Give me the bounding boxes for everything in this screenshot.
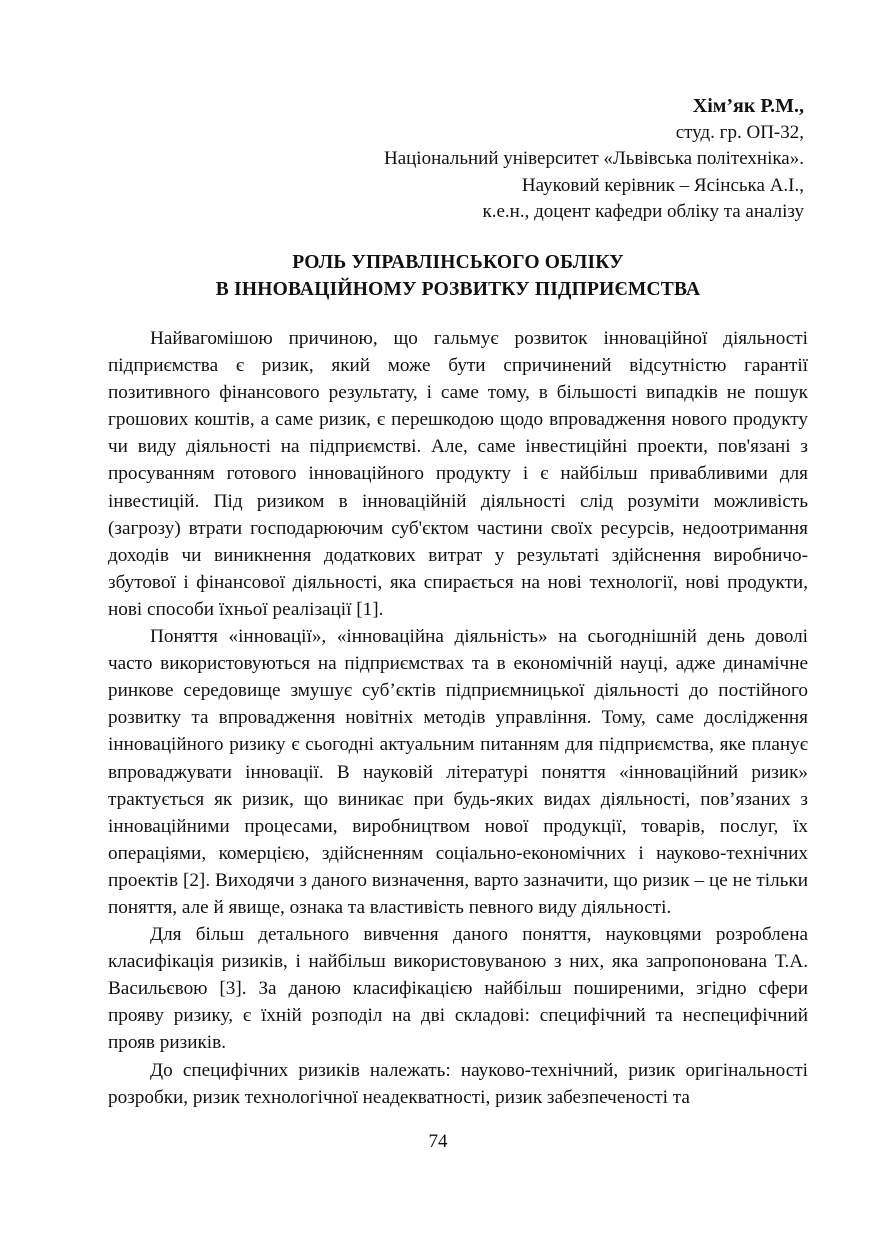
title-line-2: В ІННОВАЦІЙНОМУ РОЗВИТКУ ПІДПРИЄМСТВА: [215, 279, 701, 300]
article-body: [108, 325, 808, 1111]
author-block: [204, 93, 804, 226]
supervisor: Науковий керівник – Ясінська А.І.,: [521, 174, 804, 196]
article-title: [108, 249, 808, 303]
author-name: Хім’як Р.М.,: [692, 95, 804, 117]
page-number: 74: [428, 1131, 448, 1152]
paragraph: До специфічних ризиків належать: науково-технічний, ризик оригінальності розробки, ризик технологічної неадекватності, ризик забезпеченості та: [108, 1059, 808, 1108]
author-university: Національний університет «Львівська політехніка».: [383, 148, 804, 169]
supervisor-title: к.е.н., доцент кафедри обліку та аналізу: [482, 201, 804, 222]
title-line-1: РОЛЬ УПРАВЛІНСЬКОГО ОБЛІКУ: [292, 252, 624, 273]
paragraph: Найвагомішою причиною, що гальмує розвиток інноваційної діяльності підприємства є ризик, який може бути спричинений відсутністю гарантії позитивного фінансового результату, і саме тому, в більшості випадків не пошук грошових коштів, а саме ризик, є перешкодою щодо впровадження нового продукту чи виду діяльності на підприємстві. Але, саме інвестиційні проекти, пов'язані з просуванням готового інноваційного продукту і є найбільш привабливими для інвестицій. Під ризиком в інноваційній діяльності слід розуміти можливість (загрозу) втрати господарюючим суб'єктом частини своїх ресурсів, недоотримання доходів чи виникнення додаткових витрат у результаті здійснення виробничо-збутової і фінансової діяльності, яка спирається на нові технології, нові продукти, нові способи їхньої реалізації [1].: [108, 328, 808, 620]
author-group: студ. гр. ОП-32,: [675, 121, 804, 143]
paragraph: Для більш детального вивчення даного поняття, науковцями розроблена класифікація ризиків, і найбільш використовуваною з них, яка запропонована Т.А. Васильєвою [3]. За даною класифікацією найбільш поширеними, згідно сфери прояву ризику, є їхній розподіл на дві складові: специфічний та неспецифічний прояв ризиків.: [108, 924, 808, 1054]
paragraph: Поняття «інновації», «інноваційна діяльність» на сьогоднішній день доволі часто використовуються на підприємствах та в економічній науці, адже динамічне ринкове середовище змушує суб’єктів підприємницької діяльності до постійного розвитку та впровадження новітніх методів управління. Тому, саме дослідження інноваційного ризику є сьогодні актуальним питанням для підприємства, яке планує впроваджувати інновації. В науковій літературі поняття «інноваційний ризик» трактується як ризик, що виникає при будь-яких видах діяльності, пов’язаних з інноваційними процесами, виробництвом нової продукції, товарів, послуг, їх операціями, комерцією, здійсненням соціально-економічних і науково-технічних проектів [2]. Виходячи з даного визначення, варто зазначити, що ризик – це не тільки поняття, але й явище, ознака та властивість певного виду діяльності.: [108, 626, 808, 918]
